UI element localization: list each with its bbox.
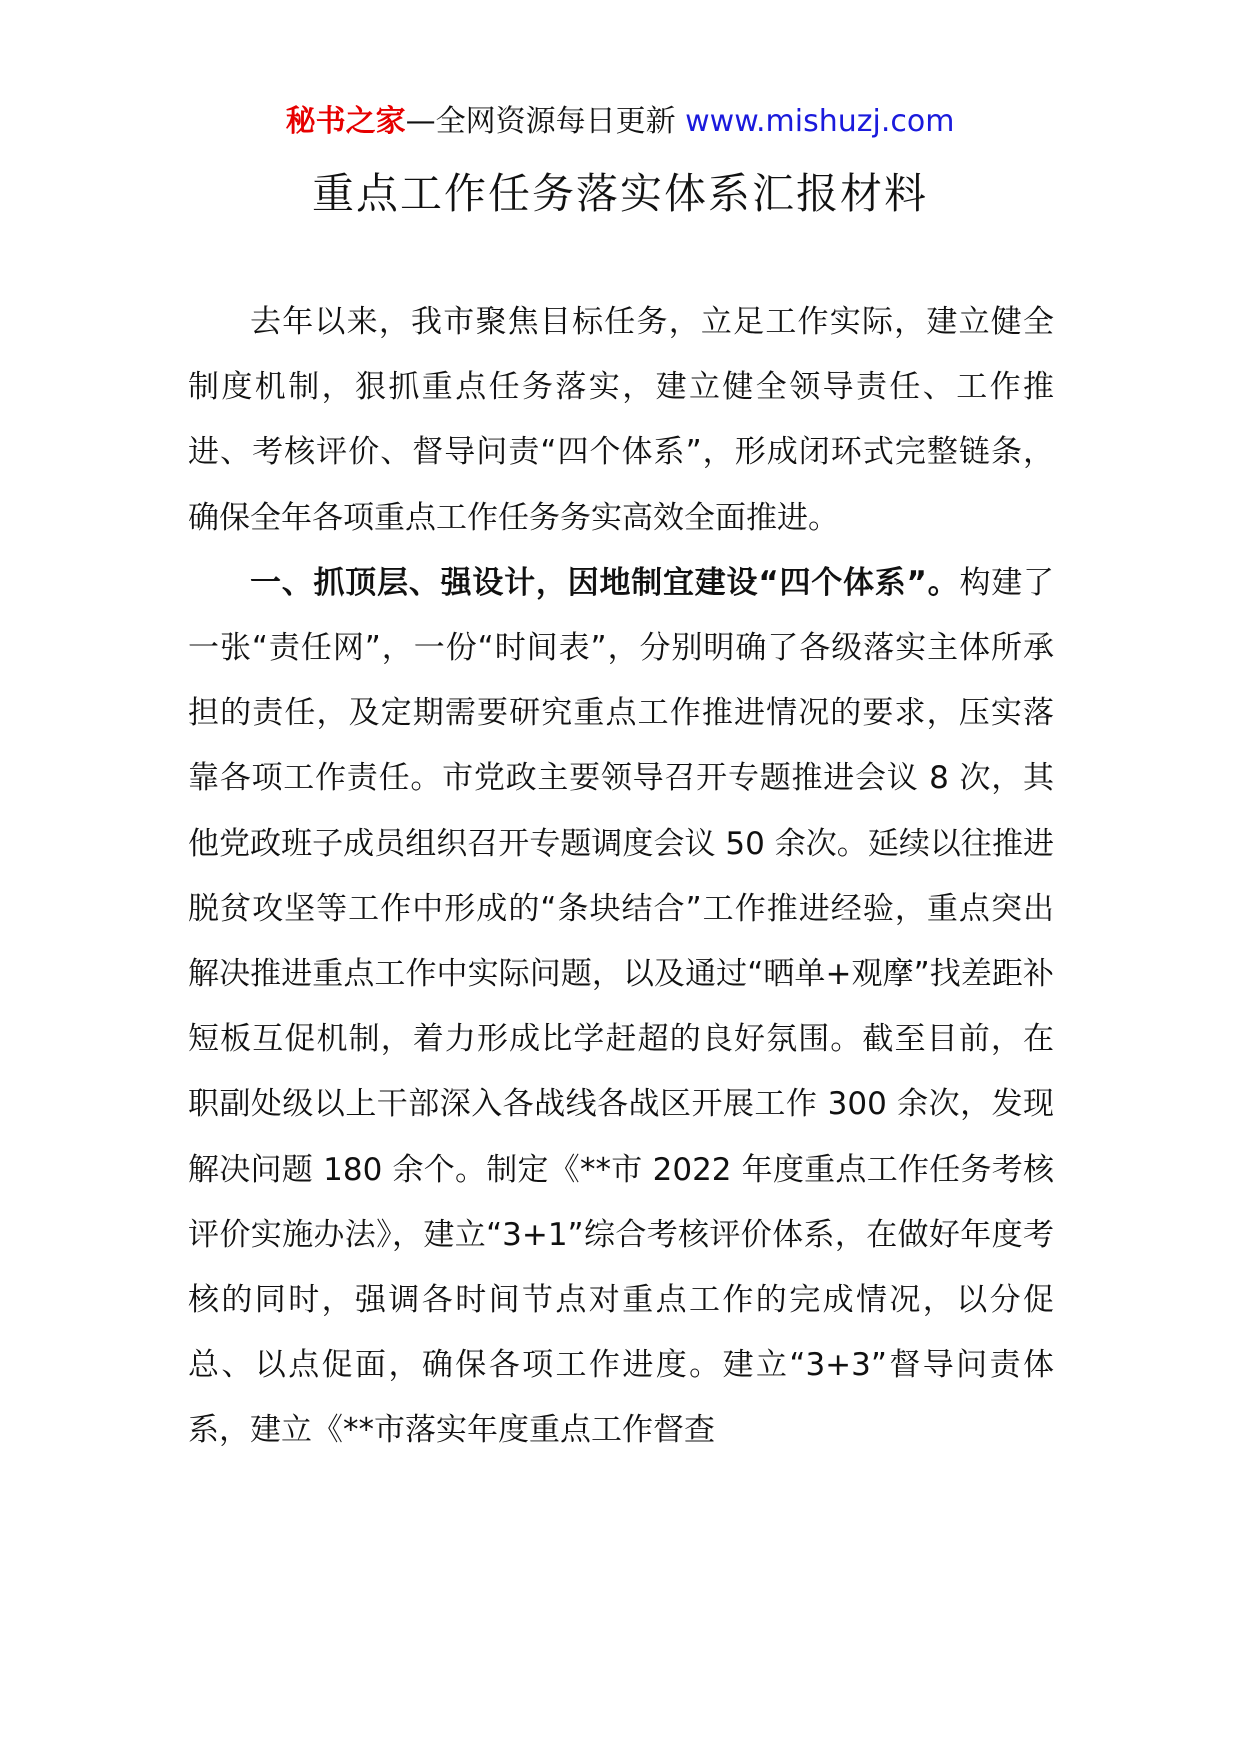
- paragraph-text: 构建了一张“责任网”，一份“时间表”，分别明确了各级落实主体所承担的责任，及定期需要研究重点工作推进情况的要求，压实落靠各项工作责任。市党政主要领导召开专题推进会议 8 次，其他党政班子成员组织召开专题调度会议 50 余次。延续以往推进脱贫攻坚等工作中形成的“条块结合”工作推进经验，重点突出解决推进重点工作中实际问题，以及通过“晒单+观摩”找差距补短板互促机制，着力形成比学赶超的良好氛围。截至目前，在职副处级以上干部深入各战线各战区开展工作 300 余次，发现解决问题 180 余个。制定《**市 2022 年度重点工作任务考核评价实施办法》，建立“3+1”综合考核评价体系，在做好年度考核的同时，强调各时间节点对重点工作的完成情况，以分促总、以点促面，确保各项工作进度。建立“3+3”督导问责体系，建立《**市落实年度重点工作督查: [188, 564, 1055, 1449]
- header-tagline: —全网资源每日更新: [405, 104, 686, 139]
- paragraph-section-1: [188, 551, 1054, 1464]
- document-title: 重点工作任务落实体系汇报材料: [311, 169, 928, 218]
- section-heading: 一、抓顶层、强设计，因地制宜建设“四个体系”。: [250, 564, 960, 601]
- site-header: [0, 100, 1240, 144]
- site-url-link[interactable]: www.mishuzj.com: [685, 104, 955, 139]
- paragraph-intro: [188, 290, 1054, 551]
- document-body: [188, 290, 1054, 1464]
- brand-name: 秘书之家: [285, 104, 406, 139]
- paragraph-text: 去年以来，我市聚焦目标任务，立足工作实际，建立健全制度机制，狠抓重点任务落实，建立健全领导责任、工作推进、考核评价、督导问责“四个体系”，形成闭环式完整链条，确保全年各项重点工作任务务实高效全面推进。: [188, 304, 1054, 536]
